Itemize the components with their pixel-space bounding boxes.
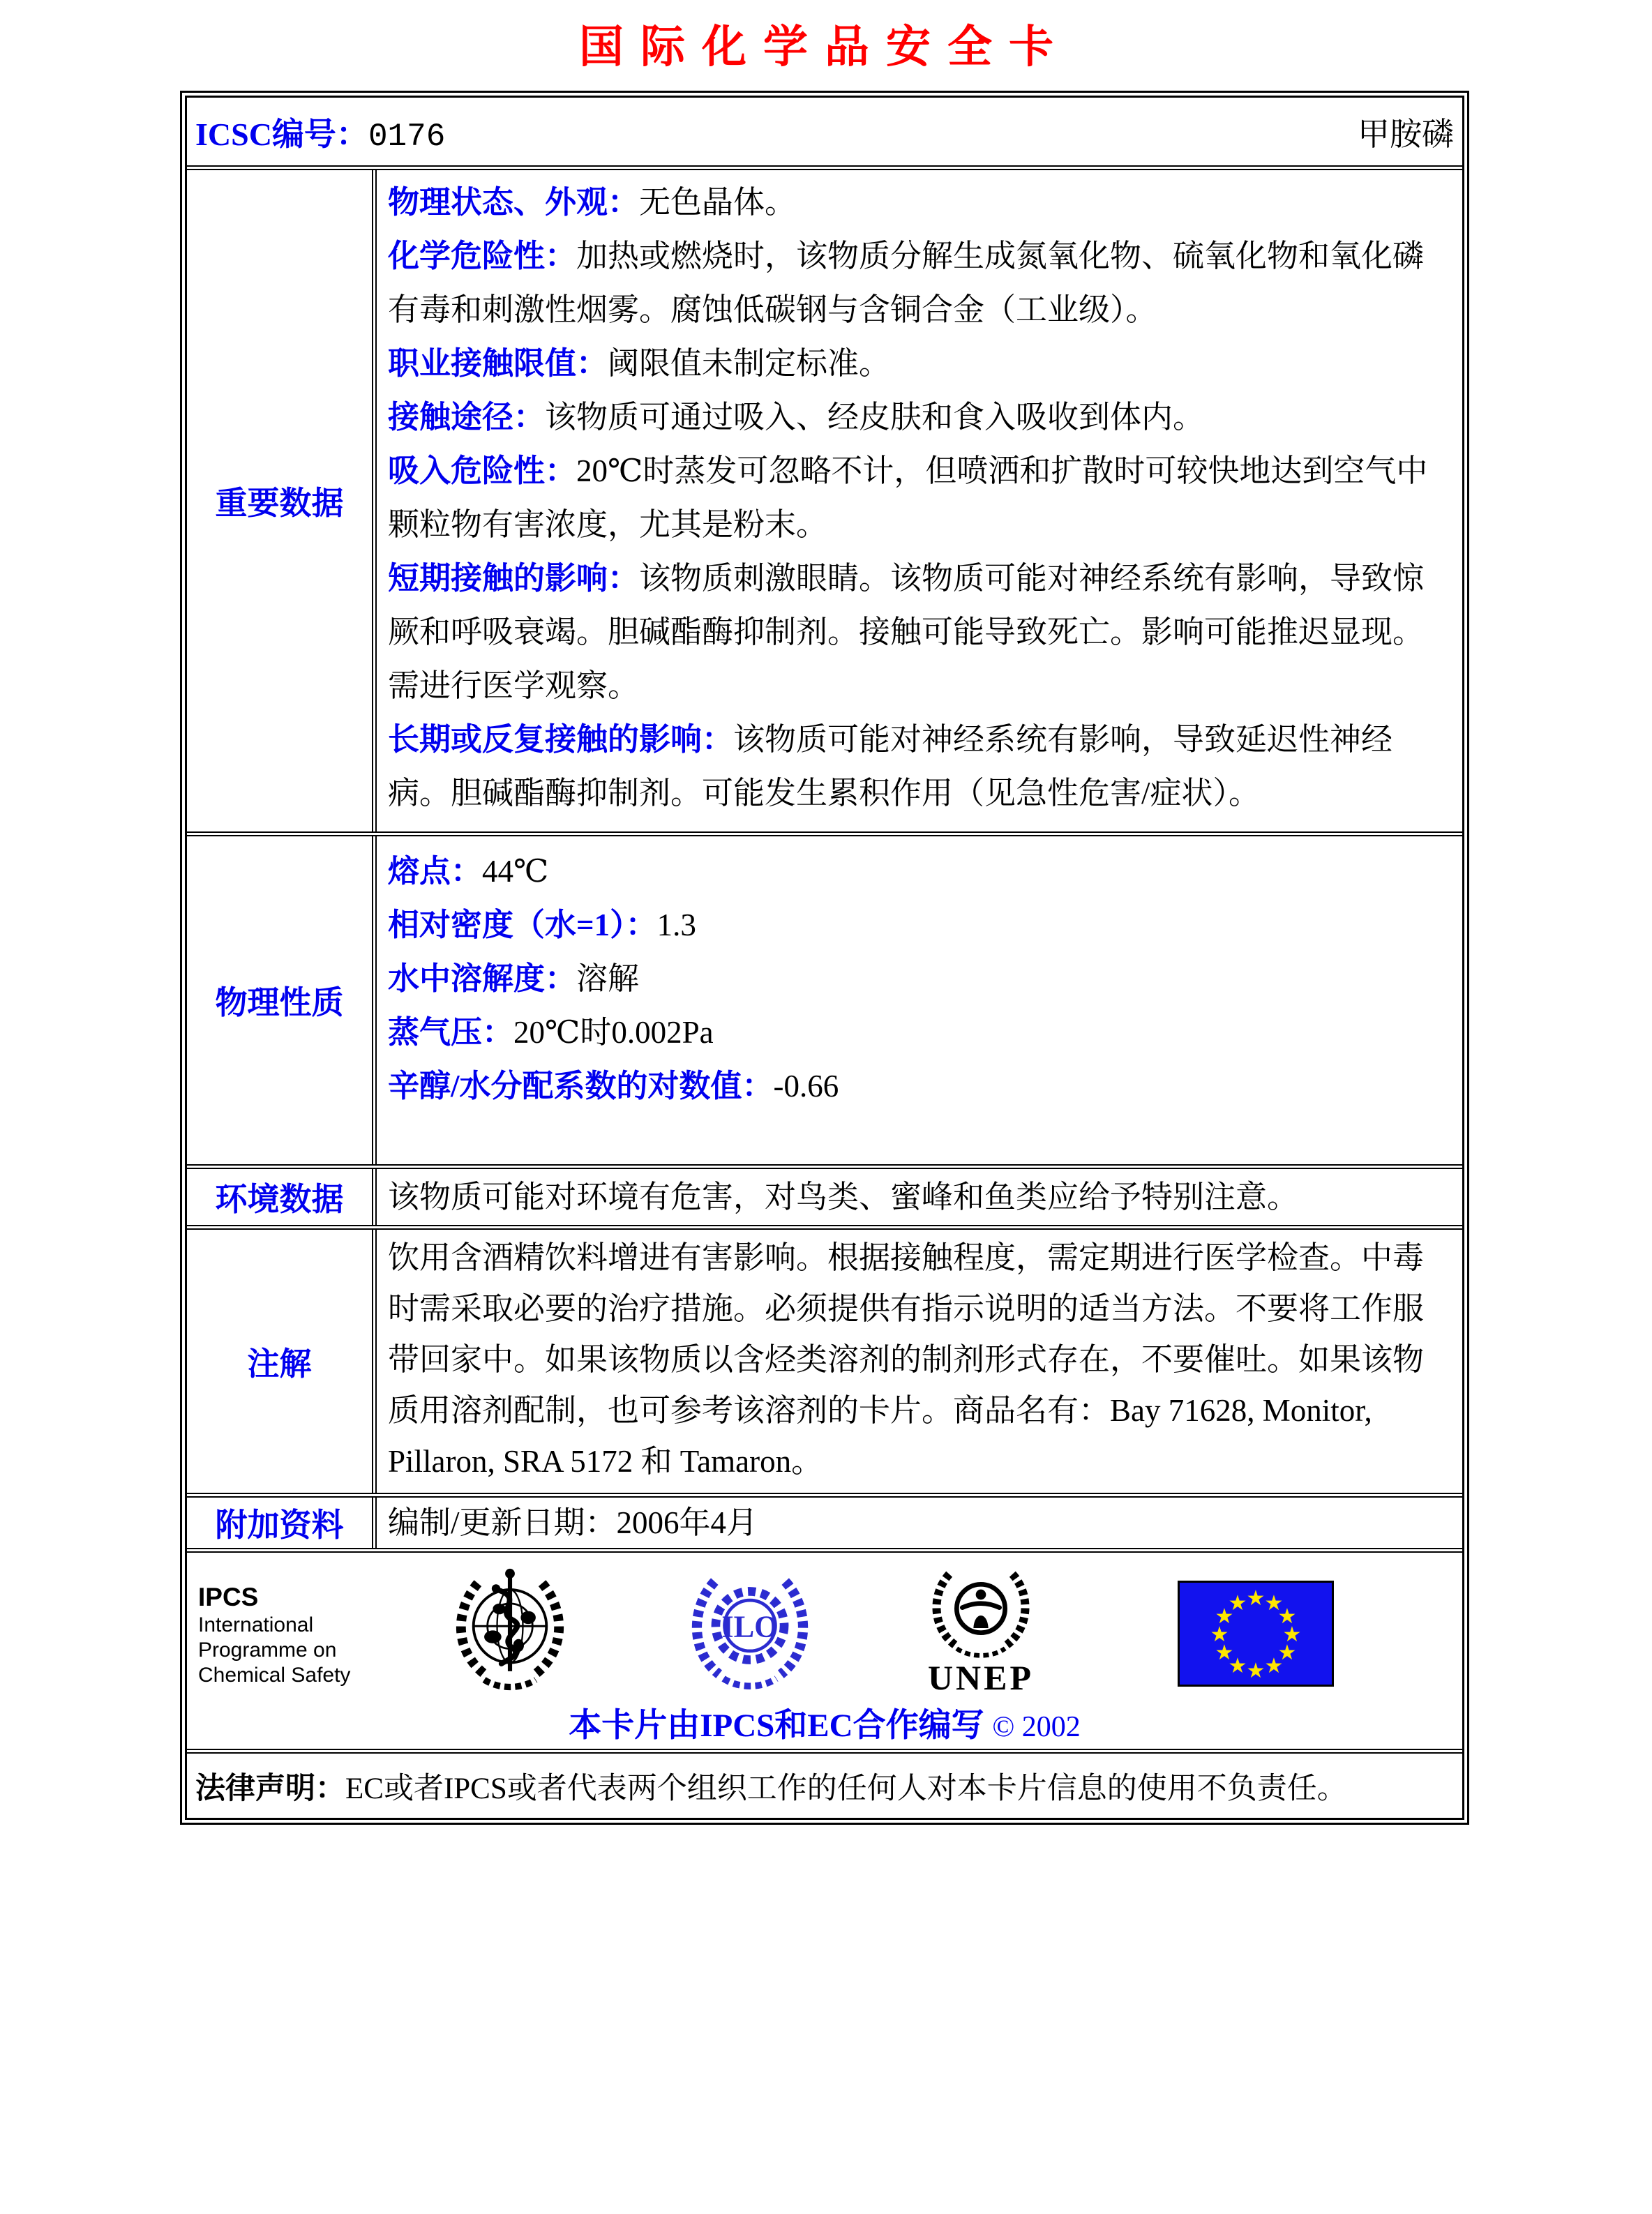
physical-item xyxy=(388,1060,1451,1113)
svg-text:★: ★ xyxy=(1282,1622,1302,1647)
unep-logo-text: UNEP xyxy=(927,1658,1035,1697)
item-key: 职业接触限值： xyxy=(388,346,608,381)
svg-text:★: ★ xyxy=(1246,1586,1266,1611)
environmental-data-row xyxy=(187,1169,1462,1230)
item-key: 接触途径： xyxy=(388,400,546,435)
logos-row xyxy=(187,1553,1462,1754)
important-item xyxy=(388,176,1451,229)
who-logo-icon xyxy=(445,1564,575,1703)
page-title: 国际化学品安全卡 xyxy=(579,22,1070,72)
important-data-content xyxy=(377,170,1462,831)
item-text: -0.66 xyxy=(773,1069,839,1104)
important-item xyxy=(388,391,1451,444)
physical-properties-label: 物理性质 xyxy=(187,836,377,1164)
additional-info-row xyxy=(187,1498,1462,1553)
item-text: 无色晶体。 xyxy=(639,185,797,220)
icsc-number-group xyxy=(195,109,445,155)
icsc-number-value: 0176 xyxy=(368,118,446,155)
svg-text:★: ★ xyxy=(1277,1641,1297,1665)
notes-text: 饮用含酒精饮料增进有害影响。根据接触程度，需定期进行医学检查。中毒时需采取必要的治疗措施。必须提供有指示说明的适当方法。不要将工作服带回家中。如果该物质以含烃类溶剂的制剂形式存在，不要催吐。如果该物质用溶剂配制，也可参考该溶剂的卡片。商品名有：Bay 71628, Monitor, Pillaron, SRA 5172 和 Tamaron。 xyxy=(388,1240,1425,1479)
item-key: 物理状态、外观： xyxy=(388,185,640,220)
notes-label: 注解 xyxy=(187,1230,377,1493)
item-text: 20℃时蒸发可忽略不计，但喷洒和扩散时可较快地达到空气中颗粒物有害浓度，尤其是粉末。 xyxy=(388,453,1428,542)
icsc-number-label: ICSC编号： xyxy=(195,116,368,152)
item-text: 加热或燃烧时，该物质分解生成氮氧化物、硫氧化物和氧化磷有毒和刺激性烟雾。腐蚀低碳钢与含铜合金（工业级）。 xyxy=(388,239,1425,327)
important-item xyxy=(388,337,1451,391)
item-key: 蒸气压： xyxy=(388,1015,514,1050)
svg-text:★: ★ xyxy=(1264,1654,1284,1678)
important-data-row xyxy=(187,170,1462,836)
environmental-data-content xyxy=(377,1169,1462,1225)
important-data-label: 重要数据 xyxy=(187,170,377,831)
item-key: 短期接触的影响： xyxy=(388,561,640,596)
svg-text:★: ★ xyxy=(1215,1641,1234,1665)
additional-info-content xyxy=(377,1498,1462,1548)
svg-text:★: ★ xyxy=(1210,1622,1229,1647)
item-text: 该物质可能对神经系统有影响，导致延迟性神经病。胆碱酯酶抑制剂。可能发生累积作用（见急性危害/症状）。 xyxy=(388,722,1393,811)
item-text: 该物质可通过吸入、经皮肤和食入吸收到体内。 xyxy=(545,400,1205,435)
icsc-card xyxy=(180,91,1469,1825)
physical-item xyxy=(388,845,1451,898)
physical-item xyxy=(388,898,1451,952)
copyright-text: © 2002 xyxy=(992,1711,1081,1743)
credit-text: 本卡片由IPCS和EC合作编写 xyxy=(569,1708,984,1744)
svg-text:★: ★ xyxy=(1277,1604,1297,1629)
physical-properties-row xyxy=(187,836,1462,1169)
additional-info-text: 编制/更新日期：2006年4月 xyxy=(388,1505,758,1540)
item-text: 该物质刺激眼睛。该物质可能对神经系统有影响，导致惊厥和呼吸衰竭。胆碱酯酶抑制剂。接触可能导致死亡。影响可能推迟显现。需进行医学观察。 xyxy=(388,561,1425,703)
item-text: 44℃ xyxy=(482,854,549,889)
environmental-data-label: 环境数据 xyxy=(187,1169,377,1225)
environmental-data-text: 该物质可能对环境有危害，对鸟类、蜜峰和鱼类应给予特别注意。 xyxy=(388,1180,1299,1214)
legal-notice-text: EC或者IPCS或者代表两个组织工作的任何人对本卡片信息的使用不负责任。 xyxy=(345,1772,1347,1805)
unep-logo-icon xyxy=(925,1567,1037,1698)
item-key: 熔点： xyxy=(388,854,483,889)
credit-line xyxy=(187,1699,1462,1746)
important-item xyxy=(388,713,1451,820)
eu-flag-icon xyxy=(1178,1581,1334,1687)
item-key: 相对密度（水=1）： xyxy=(388,908,657,942)
item-key: 辛醇/水分配系数的对数值： xyxy=(388,1069,774,1104)
ipcs-name-line: International xyxy=(198,1613,314,1636)
item-key: 水中溶解度： xyxy=(388,961,577,996)
item-text: 20℃时0.002Pa xyxy=(513,1015,714,1050)
svg-text:ILO: ILO xyxy=(721,1609,779,1644)
chemical-name: 甲胺磷 xyxy=(1358,116,1454,152)
ilo-logo-icon xyxy=(684,1568,816,1696)
important-item xyxy=(388,552,1451,713)
ipcs-name-line: Chemical Safety xyxy=(198,1664,351,1687)
svg-text:★: ★ xyxy=(1228,1654,1247,1678)
important-item xyxy=(388,229,1451,337)
svg-text:★: ★ xyxy=(1246,1659,1266,1683)
notes-row xyxy=(187,1230,1462,1498)
legal-notice-label: 法律声明： xyxy=(195,1772,345,1805)
item-key: 吸入危险性： xyxy=(388,453,577,488)
physical-item xyxy=(388,1006,1451,1060)
item-key: 长期或反复接触的影响： xyxy=(388,722,734,757)
ipcs-name-line: Programme on xyxy=(198,1639,337,1662)
card-header-row xyxy=(187,98,1462,170)
physical-properties-content xyxy=(377,836,1462,1164)
item-key: 化学危险性： xyxy=(388,239,577,273)
svg-text:★: ★ xyxy=(1215,1604,1234,1629)
svg-text:★: ★ xyxy=(1228,1591,1247,1616)
item-text: 溶解 xyxy=(576,961,640,996)
additional-info-label: 附加资料 xyxy=(187,1498,377,1548)
item-text: 1.3 xyxy=(656,908,696,942)
item-text: 阈限值未制定标准。 xyxy=(608,346,891,381)
svg-text:★: ★ xyxy=(1264,1591,1284,1616)
physical-item xyxy=(388,952,1451,1006)
ipcs-text-block xyxy=(198,1582,350,1688)
important-item xyxy=(388,444,1451,552)
notes-content xyxy=(377,1230,1462,1493)
legal-notice-row xyxy=(187,1754,1462,1818)
ipcs-acronym: IPCS xyxy=(198,1583,259,1611)
